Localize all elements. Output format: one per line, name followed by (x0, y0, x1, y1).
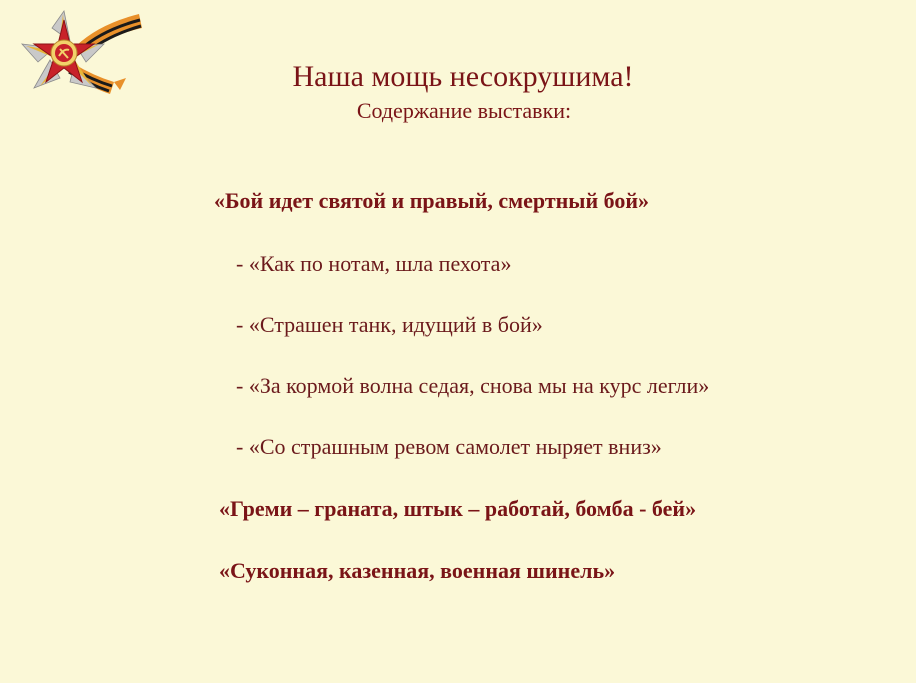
page-title: Наша мощь несокрушима! (292, 60, 634, 93)
list-item: - «Страшен танк, идущий в бой» (236, 312, 543, 337)
page-subtitle: Содержание выставки: (356, 98, 572, 123)
list-item: - «Как по нотам, шла пехота» (236, 251, 512, 276)
list-item: - «Со страшным ревом самолет ныряет вниз» (236, 434, 662, 459)
list-item: - «За кормой волна седая, снова мы на курс легли» (236, 373, 710, 398)
section-2-heading: «Греми – граната, штык – работай, бомба - бей» (219, 496, 697, 521)
section-1-heading: «Бой идет святой и правый, смертный бой» (214, 188, 650, 213)
section-3-heading: «Суконная, казенная, военная шинель» (219, 558, 616, 583)
